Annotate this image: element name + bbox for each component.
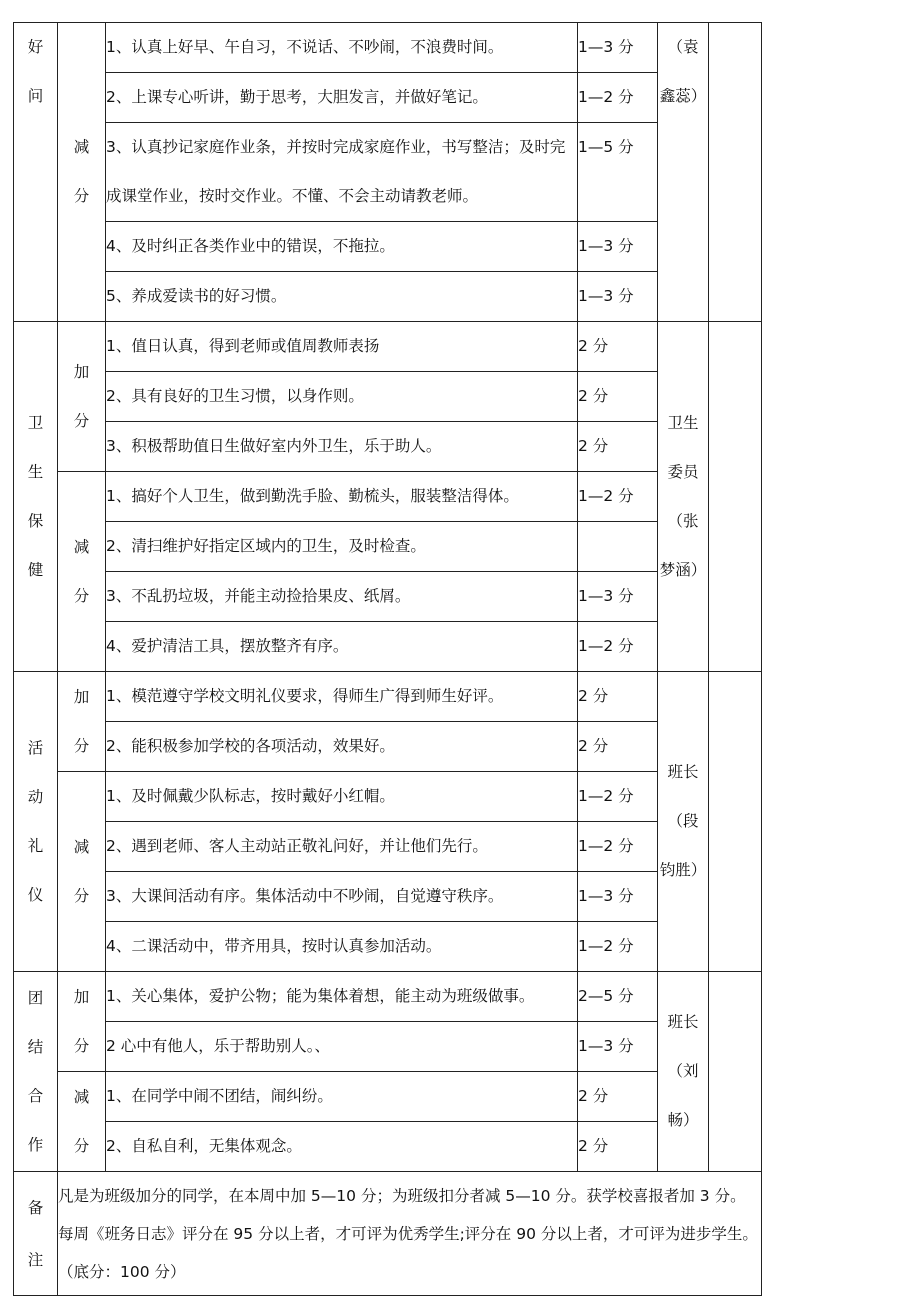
rule-score: 1—2 分	[578, 472, 658, 522]
type-minus: 减 分	[58, 23, 106, 322]
category-etiquette: 活 动 礼 仪	[14, 672, 58, 972]
rule-item: 2、能积极参加学校的各项活动，效果好。	[106, 722, 578, 772]
rule-item: 2、清扫维护好指定区域内的卫生，及时检查。	[106, 522, 578, 572]
blank-cell	[709, 972, 762, 1172]
rule-score: 1—3 分	[578, 222, 658, 272]
rule-item: 4、爱护清洁工具，摆放整齐有序。	[106, 622, 578, 672]
rule-item: 1、认真上好早、午自习，不说话、不吵闹，不浪费时间。	[106, 23, 578, 73]
rule-item: 3、大课间活动有序。集体活动中不吵闹，自觉遵守秩序。	[106, 872, 578, 922]
rule-item: 1、在同学中闹不团结，闹纠纷。	[106, 1072, 578, 1122]
rule-score: 1—2 分	[578, 922, 658, 972]
rule-item: 2、上课专心听讲，勤于思考，大胆发言，并做好笔记。	[106, 73, 578, 123]
rule-score: 2 分	[578, 1072, 658, 1122]
rule-item: 1、模范遵守学校文明礼仪要求，得师生广得到师生好评。	[106, 672, 578, 722]
rule-item: 4、二课活动中，带齐用具，按时认真参加活动。	[106, 922, 578, 972]
rule-score: 1—3 分	[578, 1022, 658, 1072]
category-study: 好 问	[14, 23, 58, 322]
type-minus: 减 分	[58, 1072, 106, 1172]
rule-item: 1、及时佩戴少队标志，按时戴好小红帽。	[106, 772, 578, 822]
responsible-person: 班长 （段 钧胜）	[658, 672, 709, 972]
note-text: 凡是为班级加分的同学，在本周中加 5—10 分；为班级扣分者减 5—10 分。获学校喜报者加 3 分。每周《班务日志》评分在 95 分以上者，才可评为优秀学生;评分在 90 分以上者，才可评为进步学生。（底分：100 分）	[58, 1172, 762, 1296]
rule-item: 3、积极帮助值日生做好室内外卫生，乐于助人。	[106, 422, 578, 472]
rule-item: 2、具有良好的卫生习惯，以身作则。	[106, 372, 578, 422]
rule-score: 1—3 分	[578, 272, 658, 322]
responsible-person: （袁 鑫蕊）	[658, 23, 709, 322]
rule-item: 4、及时纠正各类作业中的错误，不拖拉。	[106, 222, 578, 272]
type-minus: 减 分	[58, 472, 106, 672]
rule-item: 1、搞好个人卫生，做到勤洗手脸、勤梳头，服装整洁得体。	[106, 472, 578, 522]
responsible-person: 班长 （刘 畅）	[658, 972, 709, 1172]
responsible-person: 卫生 委员 （张 梦涵）	[658, 322, 709, 672]
category-hygiene: 卫 生 保 健	[14, 322, 58, 672]
rule-score: 2 分	[578, 1122, 658, 1172]
rule-score: 2 分	[578, 722, 658, 772]
rule-score: 1—3 分	[578, 23, 658, 73]
rule-score: 2 分	[578, 422, 658, 472]
rule-score: 1—2 分	[578, 772, 658, 822]
rule-item: 1、关心集体，爱护公物；能为集体着想，能主动为班级做事。	[106, 972, 578, 1022]
rule-score: 1—5 分	[578, 123, 658, 222]
category-unity: 团 结 合 作	[14, 972, 58, 1172]
rule-score	[578, 522, 658, 572]
type-plus: 加 分	[58, 672, 106, 772]
class-rules-table	[13, 22, 762, 1296]
type-minus: 减 分	[58, 772, 106, 972]
rule-score: 1—2 分	[578, 622, 658, 672]
blank-cell	[709, 23, 762, 322]
rule-item: 3、不乱扔垃圾，并能主动捡拾果皮、纸屑。	[106, 572, 578, 622]
rule-score: 1—2 分	[578, 822, 658, 872]
rule-score: 1—3 分	[578, 572, 658, 622]
rule-score: 1—2 分	[578, 73, 658, 123]
rule-item: 3、认真抄记家庭作业条，并按时完成家庭作业，书写整洁；及时完成课堂作业，按时交作业。不懂、不会主动请教老师。	[106, 123, 578, 222]
rule-score: 2 分	[578, 372, 658, 422]
type-plus: 加 分	[58, 322, 106, 472]
rule-score: 2—5 分	[578, 972, 658, 1022]
rule-item: 1、值日认真，得到老师或值周教师表扬	[106, 322, 578, 372]
rule-score: 2 分	[578, 672, 658, 722]
blank-cell	[709, 322, 762, 672]
rule-item: 2、自私自利，无集体观念。	[106, 1122, 578, 1172]
blank-cell	[709, 672, 762, 972]
rule-score: 2 分	[578, 322, 658, 372]
rule-item: 2、遇到老师、客人主动站正敬礼问好，并让他们先行。	[106, 822, 578, 872]
rule-score: 1—3 分	[578, 872, 658, 922]
rule-item: 5、养成爱读书的好习惯。	[106, 272, 578, 322]
note-label: 备 注	[14, 1172, 58, 1296]
rule-item: 2 心中有他人，乐于帮助别人。、	[106, 1022, 578, 1072]
type-plus: 加 分	[58, 972, 106, 1072]
